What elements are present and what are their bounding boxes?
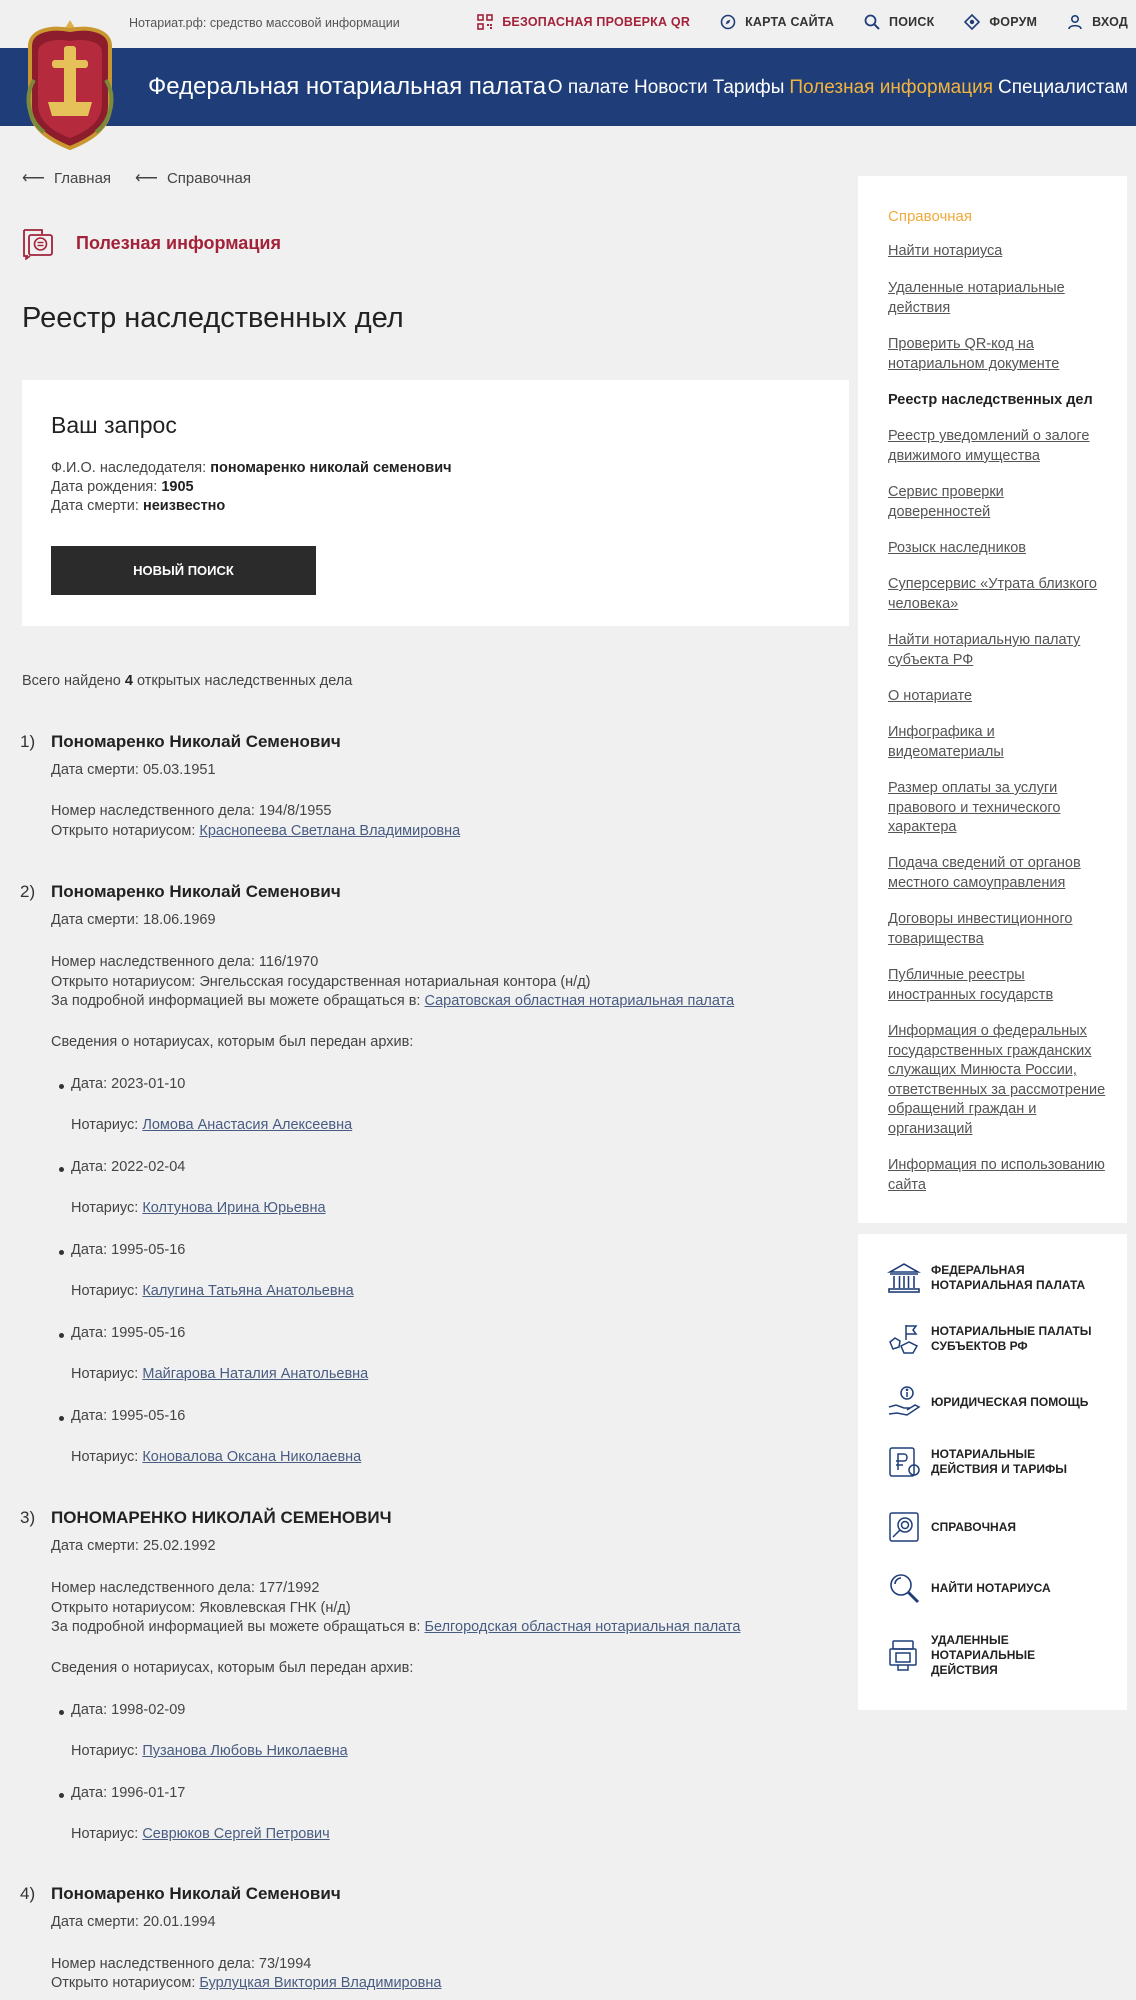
compass-icon (720, 14, 736, 30)
top-bar (0, 0, 1136, 48)
quicklink-label: НАЙТИ НОТАРИУСА (931, 1580, 1051, 1595)
top-nav (447, 14, 1128, 30)
quicklink-label: ЮРИДИЧЕСКАЯ ПОМОЩЬ (931, 1394, 1089, 1409)
archive-notary: Нотариус: Севрюков Сергей Петрович (71, 1826, 330, 1842)
sidebar-menu (858, 176, 1127, 1223)
sidebar-item[interactable]: Проверить QR-код на нотариальном документе (888, 336, 1060, 372)
result-case-number: Номер наследственного дела: 194/8/1955 (51, 803, 332, 819)
top-link-sitemap[interactable] (720, 14, 834, 30)
sidebar-item[interactable]: Информация о федеральных государственных гражданских служащих Минюста России, ответственных за рассмотрение обращений граждан и организаций (888, 1023, 1106, 1137)
query-birth: Дата рождения: 1905 (51, 479, 194, 495)
archive-notary: Нотариус: Калугина Татьяна Анатольевна (71, 1283, 354, 1299)
notary-link[interactable]: Краснопеева Светлана Владимировна (199, 823, 461, 839)
result-info: За подробной информацией вы можете обращаться в: Белгородская областная нотариальная палата (51, 1619, 741, 1635)
quicklink-legal-help[interactable] (886, 1384, 1101, 1420)
archive-label: Сведения о нотариусах, которым был передан архив: (51, 1034, 414, 1050)
section-heading (22, 226, 281, 260)
archive-date: Дата: 2022-02-04 (71, 1159, 186, 1175)
quicklink-label: НОТАРИАЛЬНЫЕ ПАЛАТЫ СУБЪЕКТОВ РФ (931, 1324, 1092, 1353)
quick-links (858, 1234, 1127, 1710)
quicklink-tariffs[interactable] (886, 1444, 1101, 1480)
user-icon (1067, 14, 1083, 30)
search-icon (864, 14, 880, 30)
quicklink-reference[interactable] (886, 1509, 1101, 1545)
notary-link[interactable]: Севрюков Сергей Петрович (142, 1826, 330, 1842)
site-title[interactable]: Федеральная нотариальная палата (148, 73, 547, 100)
result-case-number: Номер наследственного дела: 73/1994 (51, 1956, 312, 1972)
result-death-date: Дата смерти: 18.06.1969 (51, 912, 216, 928)
sidebar-item[interactable]: Информация по использованию сайта (888, 1157, 1105, 1193)
nav-specialists[interactable]: Специалистам (998, 77, 1128, 98)
sidebar-item[interactable]: О нотариате (888, 688, 973, 704)
top-link-label: КАРТА САЙТА (745, 15, 835, 29)
quicklink-fnp[interactable] (886, 1260, 1101, 1296)
archive-notary: Нотариус: Майгарова Наталия Анатольевна (71, 1366, 369, 1382)
archive-date: Дата: 1995-05-16 (71, 1408, 186, 1424)
archive-notary: Нотариус: Ломова Анастасия Алексеевна (71, 1117, 353, 1133)
top-link-label: БЕЗОПАСНАЯ ПРОВЕРКА QR (502, 15, 691, 29)
archive-notary: Нотариус: Коновалова Оксана Николаевна (71, 1449, 362, 1465)
result-case-number: Номер наследственного дела: 116/1970 (51, 954, 319, 970)
archive-date: Дата: 1998-02-09 (71, 1702, 186, 1718)
result-number: 4) (20, 1884, 36, 1903)
sidebar-item[interactable]: Реестр уведомлений о залоге движимого имущества (888, 428, 1090, 464)
hand-info-icon (886, 1384, 922, 1420)
notary-link[interactable]: Коновалова Оксана Николаевна (142, 1449, 362, 1465)
quicklink-find-notary[interactable] (886, 1570, 1101, 1606)
chamber-link[interactable]: Белгородская областная нотариальная палата (424, 1619, 741, 1635)
quicklink-remote-actions[interactable] (886, 1633, 1101, 1678)
forum-icon (964, 14, 980, 30)
section-label[interactable]: Полезная информация (76, 232, 281, 253)
result-death-date: Дата смерти: 25.02.1992 (51, 1538, 216, 1554)
site-tagline: Нотариат.рф: средство массовой информации (129, 16, 400, 30)
result-case-number: Номер наследственного дела: 177/1992 (51, 1580, 320, 1596)
qr-icon (477, 14, 493, 30)
archive-notary: Нотариус: Колтунова Ирина Юрьевна (71, 1200, 326, 1216)
notary-link[interactable]: Калугина Татьяна Анатольевна (142, 1283, 354, 1299)
new-search-button[interactable]: НОВЫЙ ПОИСК (51, 546, 316, 595)
result-number: 3) (20, 1508, 36, 1527)
quicklink-label: ФЕДЕРАЛЬНАЯ НОТАРИАЛЬНАЯ ПАЛАТА (931, 1263, 1086, 1292)
result-number: 1) (20, 732, 36, 751)
top-link-label: ФОРУМ (989, 15, 1038, 29)
query-card (22, 380, 849, 626)
top-link-forum[interactable] (964, 14, 1037, 30)
query-fio: Ф.И.О. наследодателя: пономаренко николай семенович (51, 460, 452, 476)
sidebar-item[interactable]: Сервис проверки доверенностей (888, 484, 1004, 520)
breadcrumb (22, 168, 251, 188)
result-notary: Открыто нотариусом: Яковлевская ГНК (н/д) (51, 1600, 351, 1616)
quicklink-label: НОТАРИАЛЬНЫЕ ДЕЙСТВИЯ И ТАРИФЫ (931, 1447, 1067, 1476)
ruble-document-icon (886, 1444, 922, 1480)
archive-date: Дата: 1996-01-17 (71, 1785, 186, 1801)
sidebar-item[interactable]: Договоры инвестиционного товарищества (888, 911, 1073, 947)
sidebar-item-current[interactable]: Реестр наследственных дел (888, 392, 1093, 408)
institution-icon (886, 1260, 922, 1296)
sidebar-item[interactable]: Удаленные нотариальные действия (888, 280, 1065, 316)
quicklink-label: СПРАВОЧНАЯ (931, 1519, 1016, 1534)
result-name: ПОНОМАРЕНКО НИКОЛАЙ СЕМЕНОВИЧ (51, 1508, 392, 1527)
notary-link[interactable]: Пузанова Любовь Николаевна (142, 1743, 348, 1759)
archive-notary: Нотариус: Пузанова Любовь Николаевна (71, 1743, 348, 1759)
notary-emblem-logo[interactable] (14, 16, 126, 154)
result-notary: Открыто нотариусом: Бурлуцкая Виктория Владимировна (51, 1975, 442, 1991)
magnifier-icon (886, 1570, 922, 1606)
notary-link[interactable]: Майгарова Наталия Анатольевна (142, 1366, 369, 1382)
archive-date: Дата: 2023-01-10 (71, 1076, 186, 1092)
archive-label: Сведения о нотариусах, которым был передан архив: (51, 1660, 414, 1676)
arrow-left-icon: ⟵ (22, 170, 45, 187)
archive-date: Дата: 1995-05-16 (71, 1242, 186, 1258)
chamber-link[interactable]: Саратовская областная нотариальная палата (424, 993, 735, 1009)
sidebar-title[interactable]: Справочная (888, 208, 973, 225)
nav-news[interactable]: Новости (634, 77, 708, 98)
top-link-label: ВХОД (1092, 15, 1128, 29)
main-nav (548, 77, 1128, 99)
archive-date: Дата: 1995-05-16 (71, 1325, 186, 1341)
top-link-login[interactable] (1067, 14, 1128, 30)
nav-about[interactable]: О палате (547, 77, 629, 98)
breadcrumb-reference[interactable]: Справочная (166, 169, 251, 187)
notary-link[interactable]: Ломова Анастасия Алексеевна (142, 1117, 353, 1133)
sidebar-item[interactable]: Найти нотариальную палату субъекта РФ (888, 632, 1081, 668)
quicklink-label: УДАЛЕННЫЕ НОТАРИАЛЬНЫЕ ДЕЙСТВИЯ (931, 1633, 1036, 1677)
result-name: Пономаренко Николай Семенович (51, 732, 341, 751)
remote-document-icon (886, 1638, 922, 1674)
nav-useful-info[interactable]: Полезная информация (789, 77, 994, 98)
speech-bubble-icon (22, 226, 54, 260)
breadcrumb-home[interactable]: Главная (53, 169, 112, 187)
nav-tariffs[interactable]: Тарифы (712, 77, 785, 98)
result-name: Пономаренко Николай Семенович (51, 1884, 341, 1903)
reference-search-icon (886, 1509, 922, 1545)
sidebar-item[interactable]: Размер оплаты за услуги правового и технического характера (888, 780, 1061, 835)
quicklink-regional[interactable] (886, 1321, 1101, 1357)
sidebar-item[interactable]: Суперсервис «Утрата близкого человека» (888, 576, 1097, 612)
result-notary: Открыто нотариусом: Краснопеева Светлана Владимировна (51, 823, 461, 839)
result-death-date: Дата смерти: 05.03.1951 (51, 762, 216, 778)
notary-link[interactable]: Колтунова Ирина Юрьевна (142, 1200, 326, 1216)
notary-link[interactable]: Бурлуцкая Виктория Владимировна (199, 1975, 442, 1991)
top-link-search[interactable] (864, 14, 934, 30)
page-title: Реестр наследственных дел (22, 302, 404, 334)
result-number: 2) (20, 882, 36, 901)
arrow-left-icon: ⟵ (135, 170, 158, 187)
result-notary: Открыто нотариусом: Энгельсская государственная нотариальная контора (н/д) (51, 974, 591, 990)
result-death-date: Дата смерти: 20.01.1994 (51, 1914, 216, 1930)
result-name: Пономаренко Николай Семенович (51, 882, 341, 901)
query-title: Ваш запрос (51, 412, 177, 438)
query-death: Дата смерти: неизвестно (51, 498, 226, 514)
results-total: Всего найдено 4 открытых наследственных дела (22, 673, 353, 689)
sidebar-item[interactable]: Инфографика и видеоматериалы (888, 724, 1004, 760)
sidebar-item[interactable]: Розыск наследников (888, 540, 1026, 556)
sidebar-item[interactable]: Публичные реестры иностранных государств (888, 967, 1054, 1003)
map-flag-icon (886, 1321, 922, 1357)
sidebar-item[interactable]: Найти нотариуса (888, 243, 1003, 259)
sidebar-item[interactable]: Подача сведений от органов местного самоуправления (888, 855, 1081, 891)
result-info: За подробной информацией вы можете обращаться в: Саратовская областная нотариальная палата (51, 993, 735, 1009)
top-link-label: ПОИСК (889, 15, 935, 29)
top-link-qr-check[interactable] (477, 14, 690, 30)
